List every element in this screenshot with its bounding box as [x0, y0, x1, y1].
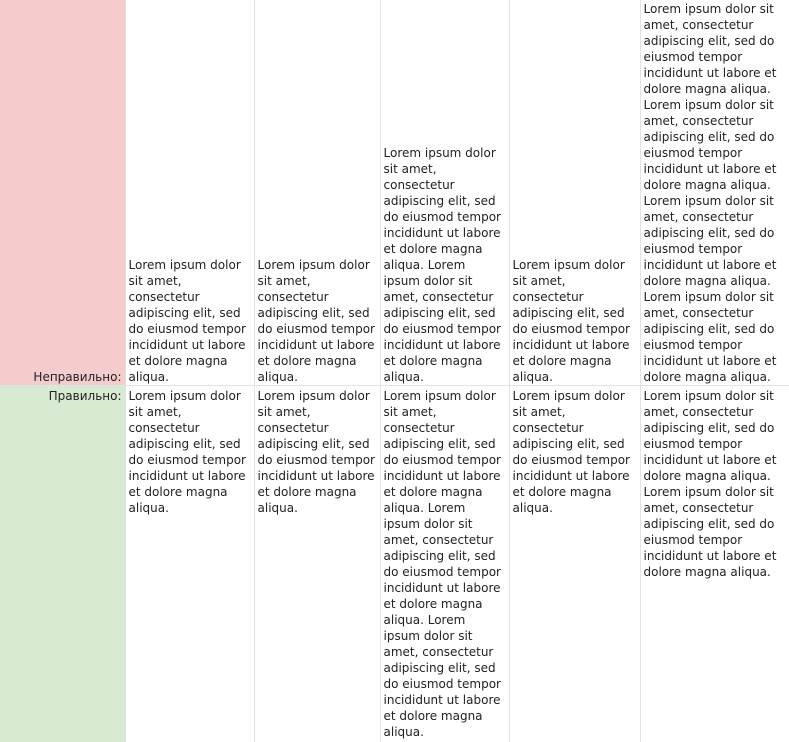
label-wrong[interactable]: Неправильно:: [0, 0, 125, 386]
cell-right-3[interactable]: Lorem ipsum dolor sit amet, consectetur adipiscing elit, sed do eiusmod tempor incididunt ut labore et dolore magna aliqua. Lorem ipsum dolor sit amet, consectetur adipiscing elit, sed do eiusmod tempor incididunt ut labore et dolore magna aliqua. Lorem ipsum dolor sit amet, consectetur adipiscing elit, sed do eiusmod tempor incididunt ut labore et dolore magna aliqua.: [380, 386, 509, 742]
cell-right-5[interactable]: Lorem ipsum dolor sit amet, consectetur adipiscing elit, sed do eiusmod tempor incididunt ut labore et dolore magna aliqua. Lorem ipsum dolor sit amet, consectetur adipiscing elit, sed do eiusmod tempor incididunt ut labore et dolore magna aliqua.: [640, 386, 789, 742]
row-right-alignment: [0, 386, 789, 742]
cell-wrong-5[interactable]: Lorem ipsum dolor sit amet, consectetur adipiscing elit, sed do eiusmod tempor incididunt ut labore et dolore magna aliqua. Lorem ipsum dolor sit amet, consectetur adipiscing elit, sed do eiusmod tempor incididunt ut labore et dolore magna aliqua. Lorem ipsum dolor sit amet, consectetur adipiscing elit, sed do eiusmod tempor incididunt ut labore et dolore magna aliqua. Lorem ipsum dolor sit amet, consectetur adipiscing elit, sed do eiusmod tempor incididunt ut labore et dolore magna aliqua.: [640, 0, 789, 386]
cell-right-2[interactable]: Lorem ipsum dolor sit amet, consectetur adipiscing elit, sed do eiusmod tempor incididunt ut labore et dolore magna aliqua.: [254, 386, 380, 742]
cell-wrong-2[interactable]: Lorem ipsum dolor sit amet, consectetur adipiscing elit, sed do eiusmod tempor incididunt ut labore et dolore magna aliqua.: [254, 0, 380, 386]
cell-wrong-3[interactable]: Lorem ipsum dolor sit amet, consectetur adipiscing elit, sed do eiusmod tempor incididunt ut labore et dolore magna aliqua. Lorem ipsum dolor sit amet, consectetur adipiscing elit, sed do eiusmod tempor incididunt ut labore et dolore magna aliqua.: [380, 0, 509, 386]
cell-right-4[interactable]: Lorem ipsum dolor sit amet, consectetur adipiscing elit, sed do eiusmod tempor incididunt ut labore et dolore magna aliqua.: [509, 386, 640, 742]
cell-wrong-1[interactable]: Lorem ipsum dolor sit amet, consectetur adipiscing elit, sed do eiusmod tempor incididunt ut labore et dolore magna aliqua.: [125, 0, 254, 386]
cell-right-1[interactable]: Lorem ipsum dolor sit amet, consectetur adipiscing elit, sed do eiusmod tempor incididunt ut labore et dolore magna aliqua.: [125, 386, 254, 742]
label-right[interactable]: Правильно:: [0, 386, 125, 742]
cell-wrong-4[interactable]: Lorem ipsum dolor sit amet, consectetur adipiscing elit, sed do eiusmod tempor incididunt ut labore et dolore magna aliqua.: [509, 0, 640, 386]
